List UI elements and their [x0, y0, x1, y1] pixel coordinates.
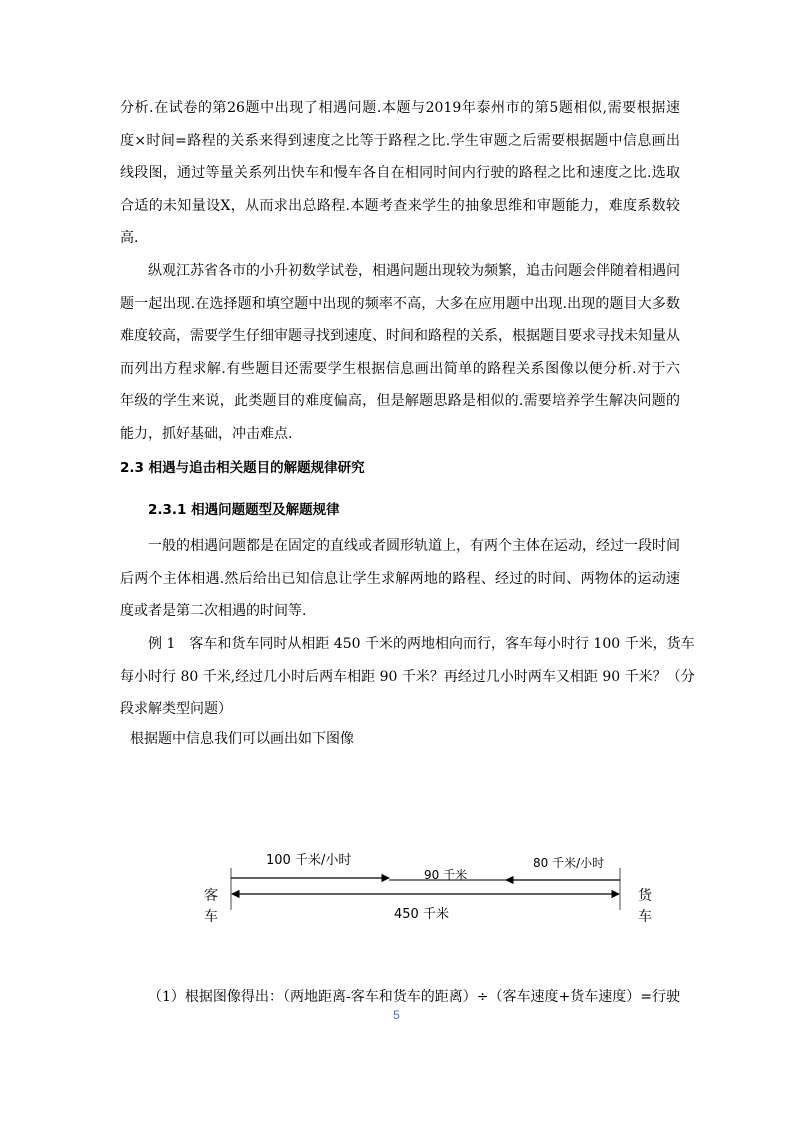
text-line: 线段图，通过等量关系列出快车和慢车各自在相同时间内行驶的路程之比和速度之比.选取: [120, 165, 680, 181]
subsection-heading: 2.3.1 相遇问题题型及解题规律: [148, 502, 340, 518]
truck-speed-label: 80 千米/小时: [533, 856, 605, 870]
text-line: 高.: [120, 230, 139, 246]
truck-label-top: 货: [638, 888, 652, 904]
text-line: 度或者是第二次相遇的时间等.: [120, 603, 307, 619]
car-label-bottom: 车: [204, 909, 218, 925]
text-line: 例 1 客车和货车同时从相距 450 千米的两地相向而行，客车每小时行 100 千米，货车: [148, 636, 695, 652]
text-line: 纵观江苏省各市的小升初数学试卷，相遇问题出现较为频繁，追击问题会伴随着相遇问: [148, 263, 680, 279]
solution-step-1: [120, 984, 680, 1010]
truck-label-bottom: 车: [638, 909, 652, 925]
section-heading: 2.3 相遇与追击相关题目的解题规律研究: [120, 460, 365, 476]
total-distance-label: 450 千米: [394, 907, 449, 922]
car-speed-label: 100 千米/小时: [266, 853, 352, 868]
text-line: 每小时行 80 千米,经过几小时后两车相距 90 千米？再经过几小时两车又相距 90 千米？（分: [120, 668, 695, 685]
text-line: 后两个主体相遇.然后给出已知信息让学生求解两地的路程、经过的时间、两物体的运动速: [120, 570, 680, 587]
text-line: 合适的未知量设X，从而求出总路程.本题考查来学生的抽象思维和审题能力，难度系数较: [120, 197, 680, 214]
text-line: （1）根据图像得出：（两地距离-客车和货车的距离）÷（客车速度+货车速度）=行驶: [148, 989, 680, 1005]
text-line: 题一起出现.在选择题和填空题中出现的频率不高，大多在应用题中出现.出现的题目大多数: [120, 295, 680, 312]
text-line: 年级的学生来说，此类题目的难度偏高，但是解题思路是相似的.需要培养学生解决问题的: [120, 393, 680, 409]
car-label-top: 客: [204, 888, 218, 904]
text-line: 段求解类型问题）: [120, 701, 232, 717]
text-line: 分析.在试卷的第26题中出现了相遇问题.本题与2019年泰州市的第5题相似,需要根据速: [120, 100, 680, 116]
text-line: 度×时间=路程的关系来得到速度之比等于路程之比.学生审题之后需要根据题中信息画出: [120, 132, 680, 149]
text-line: 能力，抓好基础，冲击难点.: [120, 425, 293, 442]
gap-label: 90 千米: [424, 868, 468, 882]
page-number: 5: [393, 1008, 400, 1022]
text-line: 而列出方程求解.有些题目还需要学生根据信息画出简单的路程关系图像以便分析.对于六: [120, 360, 680, 377]
figure-intro: 根据题中信息我们可以画出如下图像: [130, 731, 354, 747]
text-line: 一般的相遇问题都是在固定的直线或者圆形轨道上，有两个主体在运动，经过一段时间: [148, 538, 680, 554]
text-line: 难度较高，需要学生仔细审题寻找到速度、时间和路程的关系，根据题目要求寻找未知量从: [120, 328, 680, 344]
